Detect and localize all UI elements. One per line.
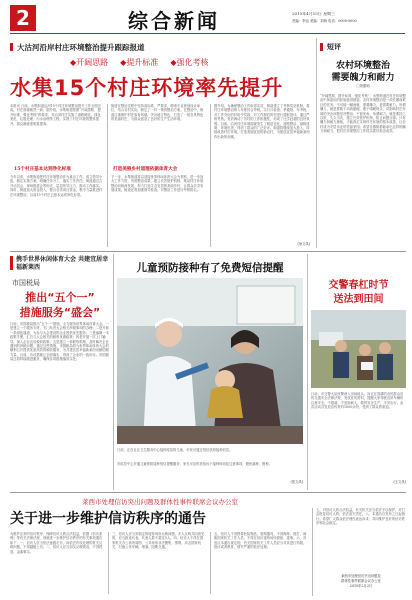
- tax-story: [10, 254, 110, 490]
- tax-kicker: [10, 256, 110, 271]
- spring-photo-svg: [311, 310, 406, 388]
- sidebar-label-row: [320, 42, 406, 51]
- body-col-2: 街道在整治过程中坚持高标准、严要求，聘请专业规划设计单位，结合各村实际，制定了一村一策的整治方案。在整治中，街道注重保护村庄原有风貌，突出地方特色，打造了一批各具特色的美丽村庄，为群众创造了良好的生产生活环境。: [111, 104, 204, 122]
- bottom-headline: 关于进一步维护信访秩序的通告: [10, 511, 206, 527]
- subhead-1: 15个村庄基本达到净化标准: [14, 167, 71, 172]
- sidebar-marker: [320, 43, 323, 51]
- col-rule-spring: [307, 254, 308, 490]
- tax-body: 日前，市国税局推出“五个一”措施，全力服务世界休闲体育大会。一是建立一个服务专班，专门负责大会相关涉税事项的办理；二是开辟一条绿色通道，为参与大会建设的企业提供优先服务；三是编制一本政策手册，汇总与大会相关的税收优惠政策；四是开展一次上门辅导，深入企业宣讲税收政策；五是建立一套联络机制，及时解决企业遇到的涉税问题。通过这些措施，市国税局将为世界休闲体育大会的顺利召开提供优质高效的税收服务，为共建宜居幸福新莱西贡献国税力量。目前，各项措施已全面落实，得到了企业的一致好评。市国税局还将持续跟进服务，确保各项措施落到实处。: [10, 322, 109, 362]
- vaccine-story: [117, 254, 303, 490]
- top-story-headline: 水集15个村庄环境率先提升: [10, 76, 284, 100]
- bottom-rule-1: [108, 532, 109, 594]
- spring-body: 日前，市交警大队民警深入田间地头，向正在春耕的农民群众宣传交通安全法律法规，发放宣传资料，提醒大家驾驶农用车辆时注意安全，不超载、不违规载人，做到安全生产、平安出行。此次活动共发放宣传材料1000余份，受到了群众的欢迎。: [311, 392, 404, 410]
- tag-2: ◆提升标准: [120, 58, 159, 67]
- section-divider-1: [10, 251, 406, 252]
- sidebar-rule: [316, 38, 317, 248]
- section-divider-2: [10, 492, 406, 493]
- page-number-box: [10, 5, 36, 31]
- vaccine-photo-svg: [117, 278, 303, 444]
- bottom-kicker: 莱西市处理信访突出问题及群体性事件联席会议办公室: [82, 498, 238, 506]
- page-number: 2: [16, 6, 30, 30]
- sidebar-title-2: 需要魄力和耐力: [331, 73, 395, 83]
- spring-byline: (王文凤): [393, 480, 406, 484]
- vaccine-photo: [117, 278, 303, 444]
- footer-org-1: 莱西市处理信访突出问题及: [341, 574, 381, 578]
- col-rule-1: [107, 104, 108, 247]
- vaccine-body: 市疾控中心开通儿童预防接种短信提醒服务，家长可及时获知孩子接种时间及注意事项，避免漏种、错种。: [117, 462, 272, 466]
- bottom-body-3: 五、信访人不得携带危险物品、管制器具，不得侮辱、殴打、威胁国家机关工作人员，不得在信访接待场所滞留、滋事。六、对违反本通告规定的，有关国家机关工作人员应当对其进行劝阻、批评或者教育，情节严重的依法处理。: [214, 532, 307, 550]
- spring-headline-2: 送法到田间: [333, 294, 384, 305]
- kicker-row: [10, 42, 310, 52]
- spring-story: [311, 254, 406, 490]
- sidebar-label: 短评: [327, 42, 341, 51]
- sidebar-byline: □刘照明: [356, 84, 370, 88]
- masthead-rule: [10, 33, 405, 34]
- bottom-story: [10, 494, 406, 598]
- tax-kicker-marker: [10, 256, 13, 270]
- top-story-kicker: 大沽河沿岸村庄环境整治提升跟踪报道: [17, 42, 145, 52]
- footer-date: 2015年2月2日: [349, 584, 373, 588]
- vaccine-headline: 儿童预防接种有了免费短信提醒: [136, 262, 284, 274]
- vaccine-caption: 日前，正在社区卫生服务中心接种疫苗的儿童，市民可通过短信获知接种信息。: [117, 448, 233, 452]
- section-title: 综合新闻: [128, 9, 220, 33]
- body-col-1b: 今年以来，水集街道把村庄环境整治作为重点工作，成立领导小组，制定实施方案，明确任务分工，落实工作责任。街道通过召开动员会、现场推进会等形式，层层传导压力，推动工作落实。同时，街道加大资金投入，整合各类项目资金，集中力量推进村庄环境整治，目前15个村庄已基本达到净化标准。: [10, 175, 103, 197]
- bottom-rule-2: [210, 532, 211, 594]
- sidebar-title-1: 农村环境整治: [335, 61, 390, 71]
- body-col-3: 据介绍，为确保整治工作取得实效，街道建立了考核奖惩机制，将村庄环境整治纳入年度综合考核，实行月检查、季通报、年考核，对工作突出的村给予奖励，对工作滞后的村进行通报批评。通过严格考核，有效调动了各村的工作积极性，形成了比学赶超的良好氛围。目前，沿河村庄环境面貌发生了明显变化，道路整洁、绿树成荫、环境优美，得到了群众的广泛好评。街道将继续加大投入，持续改善村庄环境，打造美丽宜居的新农村，为建设宜居幸福新莱西作出新的贡献。: [214, 104, 310, 139]
- sidebar-body: “开阔思路、提升标准、强化考核”，水集街道在村庄环境整治中探索出的经验值得借鉴。农村环境整治是一项长期而艰巨的任务，不可能一蹴而就，需要魄力，更需要耐力。所谓魄力，就是要敢于动真碰硬，敢于啃硬骨头，对影响村庄环境的突出问题坚决整治，不留死角。所谓耐力，就是要持之以恒、久久为功，建立长效管护机制，防止问题反弹。只有魄力和耐力兼备，才能真正实现村庄环境的根本改善，让农村成为安居乐业的美丽家园。希望各镇街都能拿出这样的魄力和耐力，把村庄环境整治工作抓实抓好抓出成效。: [320, 94, 406, 134]
- col-rule-tax: [113, 254, 114, 490]
- tax-source: 市国税局: [12, 279, 40, 287]
- bottom-body-2: 三、信访人应当到指定的接待场所反映问题，多人反映共同意见的，应当推选代表，代表人数不超过5人。四、信访人不得在国家机关办公场所周围、公共场所非法聚集，围堵、冲击国家机关，拦截公务车辆，堵塞、阻断交通。: [112, 532, 205, 550]
- tax-kicker-text: 携手世界休闲体育大会 共建宜居幸福新莱西: [16, 256, 109, 271]
- tag-row: [70, 57, 300, 68]
- subhead-2: 打造美丽乡村道理依据体育大会: [113, 167, 178, 172]
- date-line: 2015年4月15日 星期三: [292, 12, 336, 16]
- tag-3: ◆强化考核: [170, 58, 209, 67]
- editor-line: 责编：李运 美编：刘杨 电话：0000-0000: [292, 19, 357, 23]
- vaccine-byline: (张文凤): [290, 480, 303, 484]
- body-col-1: 本报讯 日前，水集街道沿河15个村庄环境整治提升工作全面完成，村庄面貌焕然一新。据介绍，水集街道按照“开阔思路、提升标准、强化考核”的要求，对沿河村庄实施了道路硬化、绿化美化、垃圾处理、污水治理等工程，实现了村庄环境的整体提升，群众满意度明显提高。: [10, 104, 101, 126]
- tag-1: ◆开阔思路: [70, 58, 109, 67]
- sidebar: [320, 42, 406, 248]
- kicker-marker: [10, 43, 13, 51]
- tax-headline-2: 措施服务“盛会”: [19, 306, 101, 319]
- spring-headline-1: 交警春杠时节: [328, 280, 389, 291]
- spring-photo: [311, 310, 406, 388]
- top-story: [10, 38, 310, 250]
- top-story-byline: (徐文凤): [297, 242, 310, 246]
- masthead: [0, 0, 412, 36]
- footer-org-2: 群体性事件联席会议办公室: [341, 579, 381, 583]
- col-rule-2: [210, 104, 211, 247]
- tax-headline-1: 推出“五个一”: [25, 291, 95, 304]
- bottom-rule-3: [312, 508, 313, 596]
- bottom-body-4: 七、对信访人的合法权益，有关机关应当依法予以保护，对打击报复信访人的，依法追究责任。八、本通告自发布之日起施行。希望广大群众依法理性表达诉求，共同维护良好的信访秩序和社会稳定。: [316, 508, 406, 526]
- body-col-2b: 下一步，水集街道将以迎接世界休闲体育大会为契机，进一步加大工作力度，巩固整治成果，建立长效管护机制，推动村庄环境整治向纵深发展，努力打造生态宜居的美丽乡村，让群众共享发展成果。街道还将加强督导检查，对整治工作进行考核排名。: [111, 175, 204, 193]
- bottom-body-1: 为维护正常的信访秩序，保障信访人的合法权益，依据《信访条例》等有关法律法规，现就进一步维护信访秩序的有关事项通告如下：一、信访人应当依法逐级走访，向依法有权处理的机关反映问题，不得越级上访。二、信访人应当如实反映情况，不得捏造、歪曲事实。: [10, 532, 103, 554]
